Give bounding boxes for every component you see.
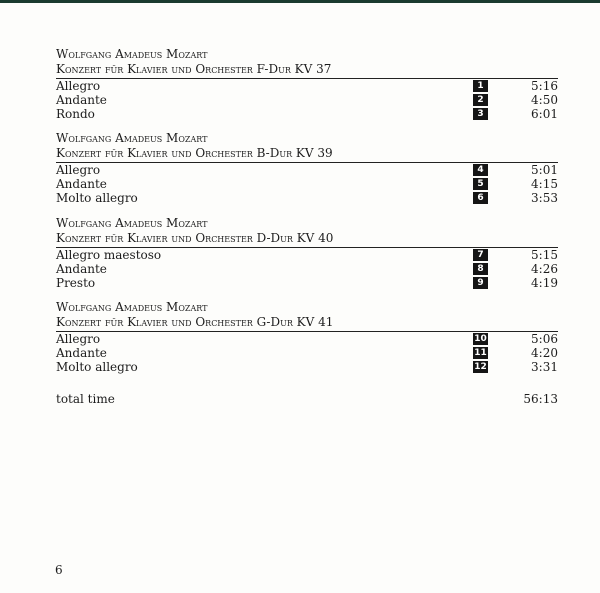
track-title: Presto	[56, 276, 96, 290]
track-title: Andante	[56, 262, 107, 276]
work-section-kv37	[56, 47, 558, 121]
top-border	[0, 0, 600, 3]
track-number-badge: 8	[473, 263, 488, 275]
track-number-badge: 2	[473, 94, 488, 106]
total-time-label: total time	[56, 392, 115, 406]
track-row	[56, 163, 558, 177]
track-title: Andante	[56, 93, 107, 107]
track-number-badge: 10	[474, 334, 487, 344]
composer-name: Wolfgang Amadeus Mozart	[56, 47, 208, 61]
track-title: Allegro maestoso	[56, 248, 162, 262]
track-title: Rondo	[56, 107, 95, 121]
track-duration: 4:19	[531, 276, 558, 290]
track-number-badge: 1	[473, 80, 488, 92]
track-duration: 4:50	[531, 93, 558, 107]
track-row	[56, 346, 558, 360]
composer-name: Wolfgang Amadeus Mozart	[56, 300, 208, 314]
composer-name: Wolfgang Amadeus Mozart	[56, 216, 208, 230]
track-row	[56, 262, 558, 276]
work-section-kv41	[56, 300, 558, 374]
track-title: Allegro	[56, 79, 101, 93]
track-number-badge: 11	[474, 348, 487, 358]
work-title: Konzert für Klavier und Orchester D-Dur KV 40	[56, 231, 558, 248]
track-duration: 4:26	[531, 262, 558, 276]
track-title: Andante	[56, 346, 107, 360]
track-number-badge: 3	[473, 108, 488, 120]
track-title: Andante	[56, 177, 107, 191]
track-duration: 5:01	[531, 163, 558, 177]
track-row	[56, 276, 558, 290]
track-row	[56, 107, 558, 121]
track-duration: 5:16	[531, 79, 558, 93]
composer-name: Wolfgang Amadeus Mozart	[56, 131, 208, 145]
track-duration: 4:20	[531, 346, 558, 360]
track-row	[56, 360, 558, 374]
track-row	[56, 332, 558, 346]
work-title: Konzert für Klavier und Orchester G-Dur KV 41	[56, 315, 558, 332]
work-section-kv40	[56, 216, 558, 290]
track-title: Molto allegro	[56, 360, 138, 374]
track-title: Allegro	[56, 163, 101, 177]
work-section-kv39	[56, 131, 558, 205]
work-title: Konzert für Klavier und Orchester B-Dur KV 39	[56, 146, 558, 163]
track-number-badge: 5	[473, 178, 488, 190]
track-duration: 6:01	[531, 107, 558, 121]
track-number-badge: 7	[473, 249, 488, 261]
track-number-badge: 6	[473, 192, 488, 204]
track-number-badge: 4	[473, 164, 488, 176]
track-duration: 3:53	[531, 191, 558, 205]
track-row	[56, 93, 558, 107]
track-row	[56, 248, 558, 262]
track-number-badge: 9	[473, 277, 488, 289]
track-duration: 5:06	[531, 332, 558, 346]
work-title: Konzert für Klavier und Orchester F-Dur KV 37	[56, 62, 558, 79]
total-time-value: 56:13	[523, 392, 558, 406]
page-number: 6	[55, 563, 63, 577]
track-title: Allegro	[56, 332, 101, 346]
track-title: Molto allegro	[56, 191, 138, 205]
track-row	[56, 177, 558, 191]
track-row	[56, 79, 558, 93]
track-duration: 4:15	[531, 177, 558, 191]
track-duration: 5:15	[531, 248, 558, 262]
track-row	[56, 191, 558, 205]
track-duration: 3:31	[531, 360, 558, 374]
track-number-badge: 12	[474, 362, 487, 372]
